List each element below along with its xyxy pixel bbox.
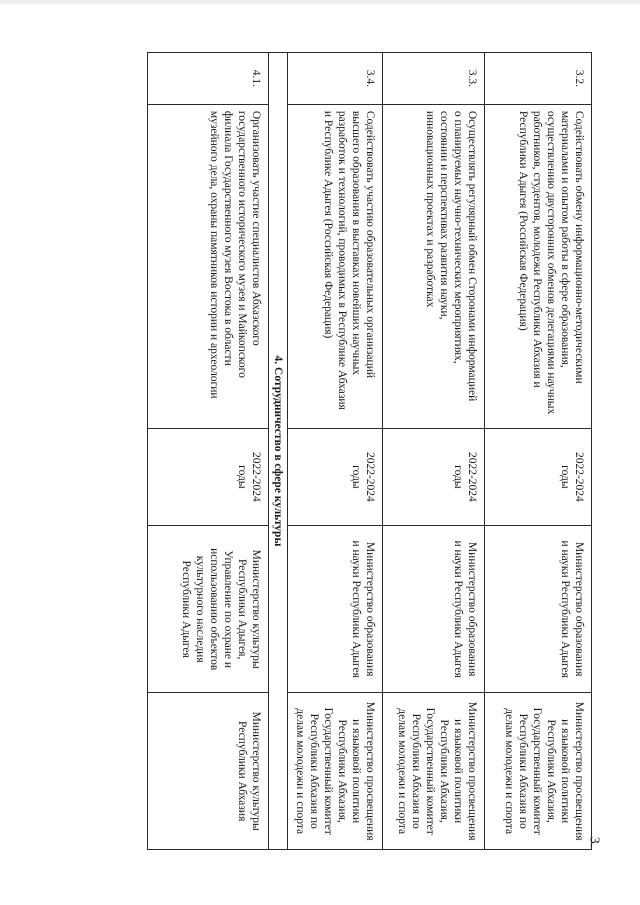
task-cell: Осуществлять регулярный обмен Сторонами информацией о планируемых научно-технических мероприятиях, состоянии и перспективах развития науки, инновационных проектах и разработках [383, 104, 485, 428]
cooperation-plan-table [147, 52, 592, 850]
item-number: 3.4. [287, 53, 382, 105]
table-row [287, 53, 382, 850]
item-number: 3.2. [485, 53, 592, 105]
item-number: 3.3. [383, 53, 485, 105]
term-cell: 2022-2024 годы [147, 428, 268, 525]
scan-top-edge [0, 0, 640, 4]
table-row [383, 53, 485, 850]
adygea-executor-cell: Министерство образования и науки Республики Адыгея [287, 525, 382, 692]
abkhazia-executor-cell: Министерство просвещения и языковой политики Республики Абхазия, Государственный комитет Республики Абхазия по делам молодежи и спорта [383, 693, 485, 850]
abkhazia-executor-cell: Министерство просвещения и языковой политики Республики Абхазия, Государственный комитет Республики Абхазия по делам молодежи и спорта [287, 693, 382, 850]
table-row [485, 53, 592, 850]
item-number: 4.1. [147, 53, 268, 105]
term-cell: 2022-2024 годы [287, 428, 382, 525]
rotated-table-wrapper [155, 52, 592, 850]
table-row [147, 53, 268, 850]
task-cell: Содействовать участию образовательных организаций высшего образования в выставках новейших научных разработок и технологий, проводимых в Республике Абхазия и Республике Адыгея (Российская Федерация) [287, 104, 382, 428]
task-cell: Содействовать обмену информационно-методическими материалами и опытом работы в сфере образования, осуществлению двусторонних обменов делегациями научных работников, студентов, молодежи Республики Абхазия и Республики Адыгея (Российская Федерация) [485, 104, 592, 428]
adygea-executor-cell: Министерство образования и науки Республики Адыгея [485, 525, 592, 692]
term-cell: 2022-2024 годы [485, 428, 592, 525]
task-cell: Организовать участие специалистов Абхазского государственного исторического музея и Майкопского филиала Государственного музея Востока в области музейного дела, охраны памятников истории и археологии [147, 104, 268, 428]
abkhazia-executor-cell: Министерство культуры Республики Абхазия [147, 693, 268, 850]
term-cell: 2022-2024 годы [383, 428, 485, 525]
section-header-row [268, 53, 287, 850]
section-title: 4. Сотрудничество в сфере культуры [268, 53, 287, 850]
page-number: 3. [586, 836, 602, 848]
abkhazia-executor-cell: Министерство просвещения и языковой политики Республики Абхазия, Государственный комитет Республики Абхазия по делам молодежи и спорта [485, 693, 592, 850]
adygea-executor-cell: Министерство образования и науки Республики Адыгея [383, 525, 485, 692]
adygea-executor-cell: Министерство культуры Республики Адыгея, Управление по охране и использованию объектов культурного наследия Республики Адыгея [147, 525, 268, 692]
